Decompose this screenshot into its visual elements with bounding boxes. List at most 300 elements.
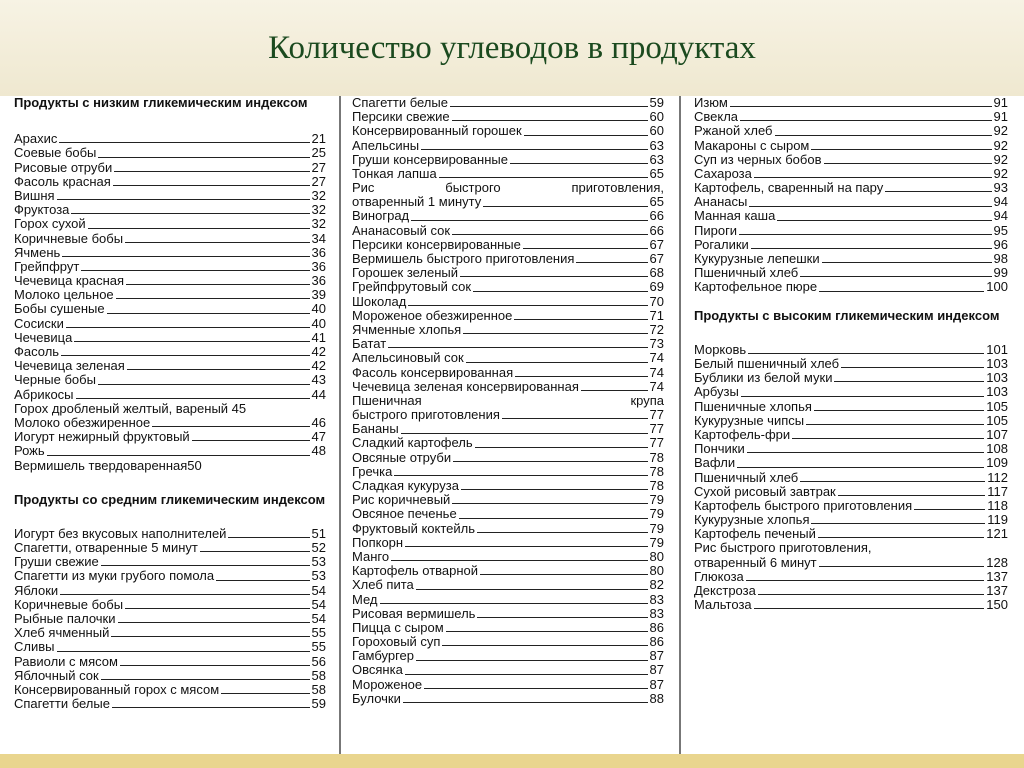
leader-line	[221, 693, 309, 694]
list-item	[352, 664, 664, 678]
leader-line	[388, 347, 647, 348]
leader-line	[200, 551, 310, 552]
list-item	[694, 195, 1008, 209]
leader-line	[57, 651, 310, 652]
list-item	[694, 428, 1008, 442]
leader-line	[116, 298, 310, 299]
list-item	[352, 266, 664, 280]
leader-line	[394, 475, 647, 476]
product-name: Мороженое обезжиренное	[352, 307, 513, 323]
leader-line	[66, 327, 310, 328]
product-name: Сосиски	[14, 315, 64, 331]
list-item	[352, 493, 664, 507]
gi-value: 99	[993, 265, 1008, 281]
leader-line	[811, 523, 985, 524]
gi-value: 65	[649, 165, 664, 181]
gi-value: 101	[986, 341, 1008, 357]
list-item	[14, 527, 326, 541]
spacer	[14, 507, 326, 527]
gi-value: 137	[986, 583, 1008, 598]
gi-value: 65	[649, 194, 664, 210]
list-item	[694, 471, 1008, 485]
list-item	[352, 153, 664, 167]
section-heading-high: Продукты с высоким гликемическим индексом	[694, 307, 1000, 323]
gi-value: 82	[649, 577, 664, 593]
product-name: Консервированный горох с мясом	[14, 681, 220, 697]
product-name: Иогурт нежирный фруктовый	[14, 429, 190, 445]
gi-value: 59	[311, 696, 326, 712]
product-name: Молоко цельное	[14, 287, 114, 303]
leader-line	[71, 213, 309, 214]
gi-value: 71	[649, 307, 664, 323]
gi-value: 32	[311, 216, 326, 232]
product-name: Картофель отварной	[352, 563, 479, 579]
product-name: Попкорн	[352, 534, 404, 550]
leader-line	[834, 381, 984, 382]
gi-value: 79	[649, 520, 664, 536]
gi-value: 107	[986, 426, 1008, 442]
product-name: Рожь	[14, 443, 45, 459]
gi-value: 58	[311, 681, 326, 697]
list-item	[352, 210, 664, 224]
list-item	[14, 132, 326, 146]
product-name: Кукурузные лепешки	[694, 251, 820, 267]
product-name: Гамбургер	[352, 648, 414, 664]
list-item	[14, 697, 326, 711]
product-name: Молоко обезжиренное	[14, 414, 151, 430]
product-name: Картофельное пюре	[694, 279, 818, 295]
leader-line	[502, 418, 648, 419]
leader-line	[380, 603, 648, 604]
leader-line	[514, 319, 647, 320]
list-item	[352, 139, 664, 153]
product-name: быстрого приготовления	[352, 407, 500, 423]
leader-line	[822, 262, 992, 263]
gi-value: 118	[987, 497, 1008, 513]
product-name: Мальтоза	[694, 597, 752, 613]
product-name: Бублики из белой муки	[694, 370, 833, 386]
list-item	[352, 437, 664, 451]
list-item	[352, 578, 664, 592]
list-item	[352, 451, 664, 465]
product-name: Консервированный горошек	[352, 123, 522, 139]
gi-value: 27	[311, 159, 326, 175]
product-name: Декстроза	[694, 583, 756, 598]
list-item	[14, 388, 326, 402]
list-item	[352, 351, 664, 365]
list-item	[694, 110, 1008, 124]
gi-value: 93	[993, 180, 1008, 196]
list-item	[352, 621, 664, 635]
leader-line	[450, 106, 648, 107]
product-name: Иогурт без вкусовых наполнителей	[14, 525, 227, 541]
list-item	[352, 522, 664, 536]
leader-line	[452, 120, 648, 121]
leader-line	[61, 355, 309, 356]
gi-value: 92	[993, 165, 1008, 181]
list-item	[14, 626, 326, 640]
list-item	[694, 252, 1008, 266]
list-item	[352, 408, 664, 422]
leader-line	[914, 509, 985, 510]
list-item	[352, 309, 664, 323]
leader-line	[576, 262, 647, 263]
gi-value: 21	[311, 131, 326, 147]
leader-line	[463, 333, 647, 334]
leader-line	[510, 163, 648, 164]
leader-line	[748, 353, 984, 354]
list-item	[14, 555, 326, 569]
leader-line	[446, 631, 648, 632]
leader-line	[777, 220, 991, 221]
product-name: Рис коричневый	[352, 492, 451, 508]
leader-line	[800, 481, 985, 482]
list-item	[14, 655, 326, 669]
section-heading-mid: Продукты со средним гликемическим индексом	[14, 491, 326, 507]
list-item	[694, 513, 1008, 527]
list-item	[694, 357, 1008, 371]
list-item	[14, 598, 326, 612]
list-item: Вермишель твердоваренная50	[14, 457, 202, 473]
list-item	[352, 110, 664, 124]
product-name: Шоколад	[352, 293, 407, 309]
leader-line	[824, 163, 992, 164]
gi-value: 103	[986, 384, 1008, 400]
product-name: Фруктоза	[14, 202, 70, 218]
gi-value: 87	[649, 662, 664, 678]
product-name: Рис	[352, 180, 375, 196]
gi-value: 66	[649, 208, 664, 224]
gi-value: 117	[987, 483, 1008, 499]
list-item	[14, 203, 326, 217]
leader-line	[101, 679, 310, 680]
leader-line	[466, 362, 648, 363]
leader-line	[751, 248, 992, 249]
leader-line	[483, 206, 647, 207]
product-name: Кукурузные чипсы	[694, 412, 805, 428]
gi-value: 108	[986, 441, 1008, 457]
leader-line	[841, 367, 984, 368]
list-item	[352, 167, 664, 181]
gi-value: 74	[649, 378, 664, 394]
leader-line	[125, 242, 309, 243]
product-name: Картофель печеный	[694, 526, 816, 542]
list-item	[352, 280, 664, 294]
leader-line	[127, 369, 310, 370]
leader-line	[477, 532, 648, 533]
product-name: Фруктовый коктейль	[352, 520, 476, 536]
product-name: Тонкая лапша	[352, 165, 437, 181]
gi-value: 58	[311, 667, 326, 683]
product-name: Рогалики	[694, 236, 749, 252]
list-item	[14, 669, 326, 683]
list-item	[694, 343, 1008, 357]
product-name: Фасоль красная	[14, 173, 111, 189]
gi-value: 42	[311, 344, 326, 359]
list-item	[694, 414, 1008, 428]
gi-value: 40	[311, 315, 326, 331]
product-name: Хлеб пита	[352, 577, 414, 593]
product-name: Вафли	[694, 455, 736, 471]
leader-line	[57, 199, 310, 200]
product-name: Вишня	[14, 187, 55, 203]
column-divider	[679, 96, 681, 754]
list-item	[14, 640, 326, 654]
leader-line	[730, 106, 992, 107]
product-name: Кукурузные хлопья	[694, 512, 810, 528]
leader-line	[746, 580, 985, 581]
list-item	[694, 238, 1008, 252]
product-name: Овсяные отруби	[352, 449, 452, 465]
product-name: Черные бобы	[14, 372, 96, 388]
gi-value: 86	[649, 619, 664, 635]
leader-line	[192, 440, 310, 441]
gi-value: 79	[649, 534, 664, 550]
leader-line	[475, 447, 648, 448]
product-name: Чечевица зеленая консервированная	[352, 378, 579, 394]
list-item	[352, 224, 664, 238]
gi-value: 36	[311, 258, 326, 274]
gi-value: 52	[311, 540, 326, 556]
product-name: Картофель-фри	[694, 426, 791, 442]
product-name: Бобы сушеные	[14, 301, 105, 317]
list-item	[352, 96, 664, 110]
gi-value: 150	[986, 597, 1008, 613]
product-name: Овсяное печенье	[352, 506, 457, 522]
list-item	[352, 238, 664, 252]
gi-value: 86	[649, 634, 664, 650]
leader-line	[403, 702, 648, 703]
column-low-mid	[14, 96, 326, 752]
leader-line	[112, 707, 310, 708]
gi-value: 59	[649, 94, 664, 110]
gi-value: 32	[311, 202, 326, 218]
gi-value: 83	[649, 591, 664, 607]
gi-value: 54	[311, 596, 326, 612]
list-item	[694, 96, 1008, 110]
list-item	[14, 274, 326, 288]
list-item	[694, 556, 1008, 570]
leader-line	[477, 617, 647, 618]
gi-value: 63	[649, 137, 664, 153]
product-name: Пшеничные хлопья	[694, 398, 812, 414]
product-name: Абрикосы	[14, 386, 74, 402]
product-name: Чечевица	[14, 329, 73, 345]
list-item	[14, 584, 326, 598]
leader-line	[523, 248, 648, 249]
gi-value: 128	[986, 554, 1008, 570]
list-item	[352, 366, 664, 380]
list-item	[14, 189, 326, 203]
product-name: Пироги	[694, 222, 738, 238]
gi-value: 103	[986, 356, 1008, 371]
list-item	[352, 394, 664, 408]
gi-value: 91	[993, 94, 1008, 110]
leader-line	[515, 376, 647, 377]
gi-value: 79	[649, 506, 664, 522]
gi-value: 55	[311, 639, 326, 655]
gi-value: 41	[311, 329, 326, 345]
gi-value: 100	[986, 279, 1008, 295]
gi-value: 137	[986, 568, 1008, 584]
list-item	[352, 593, 664, 607]
list-item	[694, 167, 1008, 181]
gi-value: 32	[311, 187, 326, 203]
product-name: Фасоль	[14, 344, 60, 359]
product-name: Яблоки	[14, 582, 59, 598]
gi-value: 79	[649, 492, 664, 508]
product-name: Соевые бобы	[14, 145, 97, 161]
leader-line	[401, 433, 648, 434]
gi-value: 94	[993, 194, 1008, 210]
gi-value: 92	[993, 151, 1008, 167]
product-name: крупа	[630, 392, 664, 408]
list-item	[352, 678, 664, 692]
list-item: Рис быстрого приготовления,	[694, 540, 872, 556]
gi-value: 83	[649, 605, 664, 621]
leader-line	[120, 665, 310, 666]
product-name: Пшеничная	[352, 392, 422, 408]
spacer	[14, 110, 326, 132]
gi-value: 36	[311, 273, 326, 289]
spacer	[694, 295, 1008, 309]
product-name: Сухой рисовый завтрак	[694, 483, 836, 499]
list-item	[352, 692, 664, 706]
list-item	[14, 302, 326, 316]
leader-line	[424, 688, 647, 689]
leader-line	[421, 149, 647, 150]
leader-line	[806, 424, 984, 425]
product-name: Пшеничный хлеб	[694, 265, 799, 281]
leader-line	[125, 608, 309, 609]
leader-line	[792, 438, 984, 439]
gi-value: 92	[993, 137, 1008, 153]
list-item	[352, 479, 664, 493]
list-item	[352, 124, 664, 138]
gi-value: 77	[649, 407, 664, 423]
product-name: Арбузы	[694, 384, 739, 400]
product-name: Яблочный сок	[14, 667, 99, 683]
leader-line	[81, 270, 309, 271]
product-name: Спагетти белые	[352, 94, 448, 110]
product-name: Суп из черных бобов	[694, 151, 822, 167]
product-name: Виноград	[352, 208, 410, 224]
list-item	[14, 161, 326, 175]
gi-value: 46	[311, 414, 326, 430]
spacer	[14, 473, 326, 493]
product-name: Спагетти из муки грубого помола	[14, 568, 215, 584]
list-item	[352, 550, 664, 564]
list-item	[352, 507, 664, 521]
list-item	[694, 124, 1008, 138]
leader-line	[416, 660, 648, 661]
leader-line	[408, 305, 647, 306]
list-item	[352, 564, 664, 578]
product-name: Хлеб ячменный	[14, 625, 110, 641]
column-mid	[352, 96, 664, 752]
list-item	[14, 569, 326, 583]
product-name: Сладкая кукуруза	[352, 478, 459, 494]
list-item	[694, 598, 1008, 612]
list-item	[14, 541, 326, 555]
gi-value: 88	[649, 690, 664, 706]
gi-value: 67	[649, 251, 664, 267]
leader-line	[819, 291, 984, 292]
gi-value: 67	[649, 236, 664, 252]
leader-line	[814, 410, 984, 411]
leader-line	[800, 276, 991, 277]
gi-value: 36	[311, 244, 326, 260]
gi-value: 78	[649, 478, 664, 494]
leader-line	[114, 171, 309, 172]
list-item	[14, 683, 326, 697]
gi-value: 39	[311, 287, 326, 303]
column-high	[694, 96, 1008, 752]
leader-line	[452, 503, 647, 504]
gi-value: 54	[311, 611, 326, 627]
gi-value: 47	[311, 429, 326, 445]
list-item	[694, 499, 1008, 513]
bottom-band	[0, 754, 1024, 768]
list-item	[14, 359, 326, 373]
leader-line	[524, 135, 648, 136]
list-item	[14, 260, 326, 274]
gi-value: 119	[987, 512, 1008, 528]
leader-line	[811, 149, 991, 150]
product-name: Пончики	[694, 441, 745, 457]
product-name: приготовления,	[571, 180, 664, 196]
gi-value: 70	[649, 293, 664, 309]
product-name: Сливы	[14, 639, 55, 655]
list-item	[14, 331, 326, 345]
product-name: Пшеничный хлеб	[694, 469, 799, 485]
product-name: отваренный 1 минуту	[352, 194, 482, 210]
gi-value: 60	[649, 109, 664, 125]
product-name: Равиоли с мясом	[14, 653, 118, 669]
leader-line	[754, 608, 985, 609]
product-name: Коричневые бобы	[14, 230, 124, 246]
leader-line	[747, 452, 985, 453]
gi-value: 56	[311, 653, 326, 669]
leader-line	[758, 594, 984, 595]
gi-value: 40	[311, 301, 326, 317]
list-item	[14, 444, 326, 458]
gi-value: 73	[649, 336, 664, 352]
product-name: Мороженое	[352, 676, 423, 692]
section-heading-low: Продукты с низким гликемическим индексом	[14, 95, 308, 110]
gi-value: 77	[649, 421, 664, 437]
list-item	[14, 373, 326, 387]
product-name: Груши свежие	[14, 554, 99, 570]
product-name: Сахароза	[694, 165, 752, 181]
list-item: Горох дробленый желтый, вареный 45	[14, 400, 247, 416]
product-name: Фасоль консервированная	[352, 364, 514, 380]
gi-value: 78	[649, 449, 664, 465]
gi-value: 121	[986, 526, 1008, 542]
gi-value: 98	[993, 251, 1008, 267]
leader-line	[741, 396, 984, 397]
product-name: Батат	[352, 336, 387, 352]
product-name: Картофель, сваренный на пару	[694, 180, 884, 196]
product-name: Свекла	[694, 109, 739, 125]
leader-line	[101, 565, 310, 566]
leader-line	[885, 191, 991, 192]
gi-value: 44	[311, 386, 326, 402]
leader-line	[76, 398, 310, 399]
product-name: Ананасы	[694, 194, 748, 210]
product-name: Чечевица зеленая	[14, 358, 125, 374]
gi-value: 53	[311, 554, 326, 570]
